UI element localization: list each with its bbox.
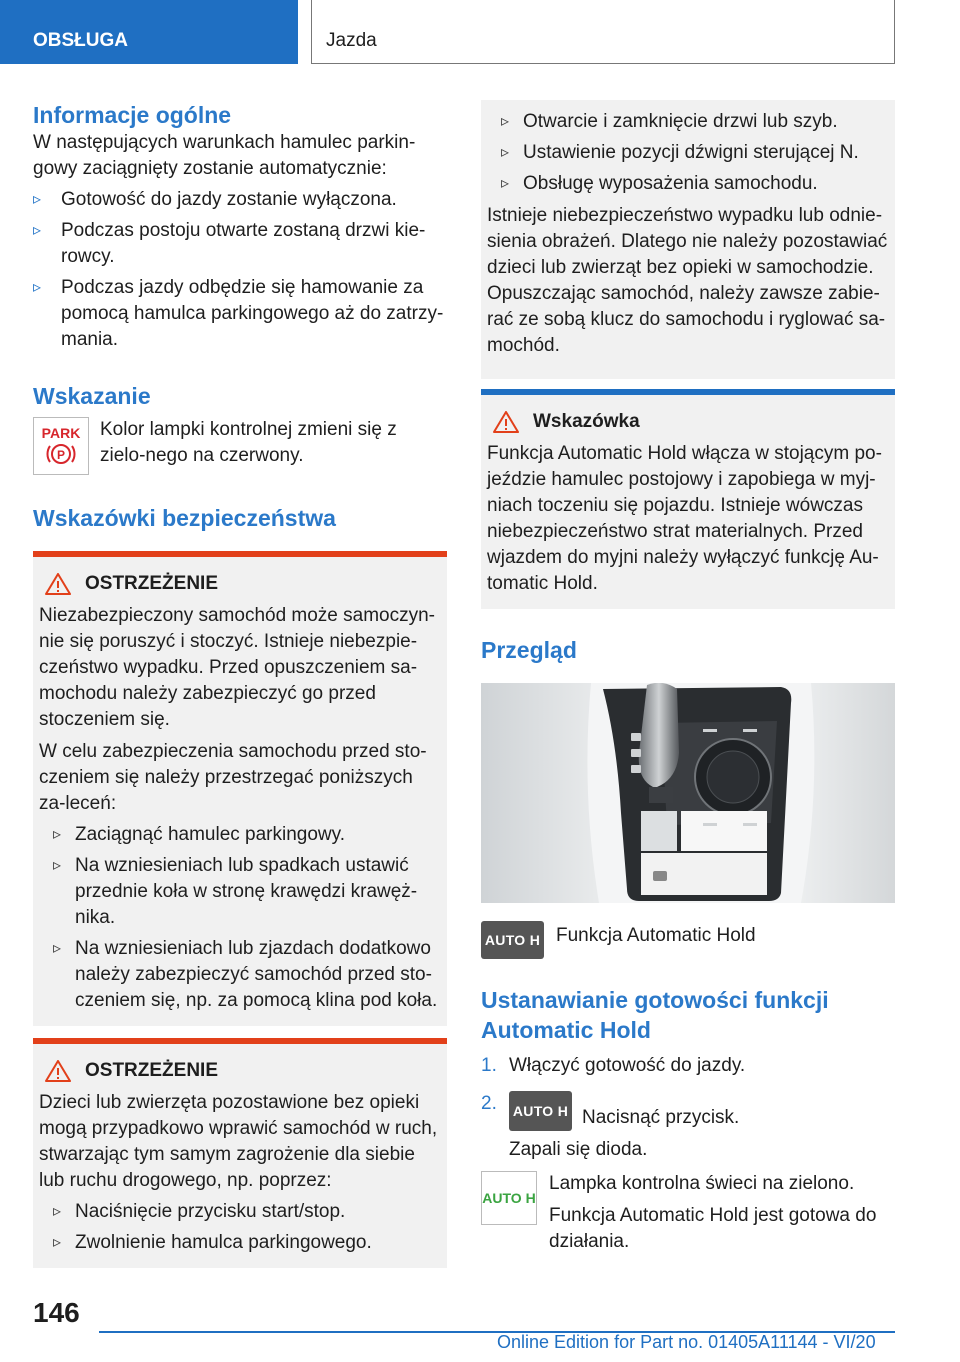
list-item: ▹ Zaciągnąć hamulec parkingowy. [39, 822, 441, 848]
autoh-button-icon: AUTO H [509, 1091, 572, 1131]
warning-box-2 [33, 1038, 447, 1268]
warning-list [39, 822, 441, 1014]
list-item: ▹ Obsługę wyposażenia samochodu. [487, 171, 889, 197]
list-item: ▹ Na wzniesieniach lub zjazdach dodatkowo należy zabezpieczyć samochód przed sto-czeniem się, np. za pomocą klina pod koła. [39, 936, 441, 1014]
warning-box-1 [33, 551, 447, 1026]
note-title: Wskazówka [487, 409, 889, 435]
right-column [481, 100, 895, 1255]
indication-row [33, 417, 447, 475]
section-tab: OBSŁUGA [0, 0, 298, 64]
warning-triangle-icon [45, 573, 71, 595]
warning-text: Dzieci lub zwierzęta pozostawione bez opieki mogą przypadkowo wprawić samochód w ruch, stwarzając tym samym zagrożenie dla siebie lub ruchu drogowego, np. poprzez: [39, 1092, 438, 1191]
heading-indication: Wskazanie [33, 383, 151, 409]
warning-title: OSTRZEŻENIE [39, 1058, 441, 1084]
indication-text: Kolor lampki kontrolnej zmieni się z zielo-nego na czerwony. [100, 419, 397, 466]
setup-steps [481, 1053, 895, 1163]
parking-brake-icon [46, 441, 76, 467]
warning-title: OSTRZEŻENIE [39, 571, 441, 597]
list-item: ▹ Podczas jazdy odbędzie się hamowanie za pomocą hamulca parkingowego aż do zatrzy-mania. [33, 275, 447, 353]
list-item: ▹ Naciśnięcie przycisku start/stop. [39, 1199, 441, 1225]
list-item: ▹ Gotowość do jazdy zostanie wyłączona. [33, 187, 447, 213]
autoh-green-lamp-icon: AUTO H [481, 1171, 537, 1225]
heading-general: Informacje ogólne [33, 102, 232, 128]
svg-text:P: P [56, 448, 66, 462]
autoh-caption: Funkcja Automatic Hold [556, 925, 756, 946]
warning-text: W celu zabezpieczenia samochodu przed sto-czeniem się należy przestrzegać poniższych za-leceń: [39, 741, 427, 814]
heading-setup: Ustanawianie gotowości funkcji Automatic Hold [481, 987, 829, 1043]
page-number: 146 [33, 1297, 80, 1328]
list-item: ▹ Otwarcie i zamknięcie drzwi lub szyb. [487, 109, 889, 135]
warning-list [39, 1199, 441, 1256]
warning-list [487, 109, 889, 197]
general-list [33, 187, 447, 353]
step-item: 2. AUTO H Nacisnąć przycisk. Zapali się dioda. [481, 1091, 895, 1163]
step-item: 1. Włączyć gotowość do jazdy. [481, 1055, 746, 1076]
footer-edition: Online Edition for Part no. 01405A11144 - VI/20 [497, 1332, 876, 1352]
park-lamp-icon: PARK P [33, 417, 89, 475]
heading-safety: Wskazówki bezpieczeństwa [33, 505, 336, 531]
warning-text: Istnieje niebezpieczeństwo wypadku lub odnie-sienia obrażeń. Dlatego nie należy pozostawiać dzieci lub zwierząt bez opieki w samochodzie. Opuszczając samochód, należy zawsze zabie-rać ze sobą klucz do samochodu i ryglować sa-mochód. [487, 205, 888, 356]
warning-triangle-icon [493, 411, 519, 433]
left-column [33, 100, 447, 1268]
heading-overview: Przegląd [481, 637, 577, 663]
center-console-photo [481, 683, 895, 903]
warning-triangle-icon [45, 1060, 71, 1082]
autoh-caption-row [481, 921, 895, 959]
note-box [481, 389, 895, 609]
lamp-text: Funkcja Automatic Hold jest gotowa do działania. [549, 1205, 877, 1252]
list-item: ▹ Podczas postoju otwarte zostaną drzwi kie-rowcy. [33, 218, 447, 270]
autoh-lamp-row [481, 1171, 895, 1255]
list-item: ▹ Ustawienie pozycji dźwigni sterującej N. [487, 140, 889, 166]
chapter-title: Jazda [311, 0, 895, 64]
general-intro: W następujących warunkach hamulec parkin-gowy zaciągnięty zostanie automatycznie: [33, 132, 416, 179]
warning-box-2-continued [481, 100, 895, 379]
step-note: Zapali się dioda. [509, 1139, 648, 1160]
note-text: Funkcja Automatic Hold włącza w stojącym po-jeździe hamulec postojowy i zapobiega w myj-niach toczeniu się pojazdu. Istnieje wówczas niebezpieczeństwo strat materialnych. Przed wjazdem do myjni należy wyłączyć funkcję Au-tomatic Hold. [487, 443, 882, 594]
list-item: ▹ Na wzniesieniach lub spadkach ustawić przednie koła w stronę krawędzi krawęż-nika. [39, 853, 441, 931]
lamp-text: Lampka kontrolna świeci na zielono. [549, 1173, 855, 1194]
list-item: ▹ Zwolnienie hamulca parkingowego. [39, 1230, 441, 1256]
warning-text: Niezabezpieczony samochód może samoczyn-nie się poruszyć i stoczyć. Istnieje niebezpie-czeństwo wypadku. Przed opuszczeniem sa-mochodu należy zabezpieczyć go przed stoczeniem się. [39, 605, 436, 730]
autoh-button-icon: AUTO H [481, 921, 544, 959]
